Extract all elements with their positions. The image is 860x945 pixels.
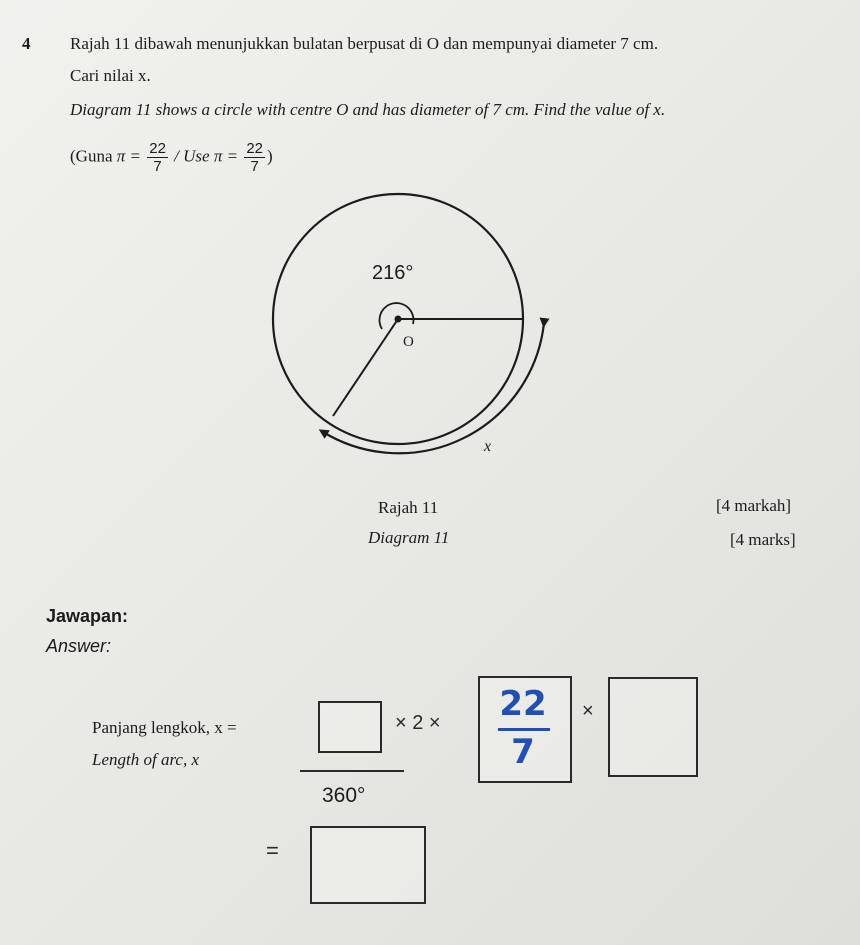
pi-denominator-en: 7 bbox=[250, 158, 259, 175]
handwritten-fraction-bar bbox=[498, 728, 550, 731]
equals-sign: = bbox=[266, 838, 279, 863]
pi-symbol: π = bbox=[116, 146, 141, 166]
answer-label-malay: Jawapan: bbox=[46, 606, 129, 626]
fraction-bar bbox=[300, 770, 404, 772]
arc-length-arrow bbox=[323, 323, 544, 453]
diagram-caption-malay: Rajah 11 bbox=[378, 498, 439, 517]
arc-label: x bbox=[484, 438, 492, 455]
close-paren: ) bbox=[267, 146, 273, 166]
pi-numerator: 22 bbox=[149, 140, 166, 157]
radius-lower bbox=[333, 319, 398, 416]
question-text-malay: Rajah 11 dibawah menunjukkan bulatan berpusat di O dan mempunyai diameter 7 cm. bbox=[70, 34, 659, 53]
angle-label: 216° bbox=[372, 262, 414, 284]
marks-malay: [4 markah] bbox=[716, 496, 792, 515]
denominator-360: 360° bbox=[322, 784, 366, 807]
centre-label: O bbox=[403, 334, 414, 350]
question-instruction-malay: Cari nilai x. bbox=[70, 66, 151, 85]
pi-denominator: 7 bbox=[153, 158, 162, 175]
arc-length-label-english: Length of arc, x bbox=[92, 750, 200, 769]
pi-hint-use: / Use bbox=[174, 146, 210, 166]
pi-symbol-en: π = bbox=[213, 146, 239, 166]
pi-numerator-en: 22 bbox=[246, 140, 264, 157]
pi-hint-guna: (Guna bbox=[70, 146, 113, 166]
times-operator: × bbox=[582, 700, 594, 722]
angle-answer-box[interactable] bbox=[318, 701, 382, 753]
centre-point bbox=[395, 316, 402, 323]
diameter-answer-box[interactable] bbox=[608, 677, 698, 777]
question-text-english: Diagram 11 shows a circle with centre O and has diameter of 7 cm. Find the value of x. bbox=[70, 100, 666, 119]
times-two-operator: × 2 × bbox=[395, 712, 441, 734]
handwritten-pi-denominator: 7 bbox=[511, 732, 535, 772]
diagram-caption-english: Diagram 11 bbox=[368, 528, 450, 547]
marks-english: [4 marks] bbox=[730, 530, 796, 549]
final-answer-box[interactable] bbox=[310, 826, 426, 904]
question-number: 4 bbox=[22, 34, 31, 53]
answer-label-english: Answer: bbox=[46, 636, 112, 656]
arc-length-label-malay: Panjang lengkok, x = bbox=[92, 718, 237, 737]
handwritten-pi-numerator: 22 bbox=[499, 684, 547, 724]
